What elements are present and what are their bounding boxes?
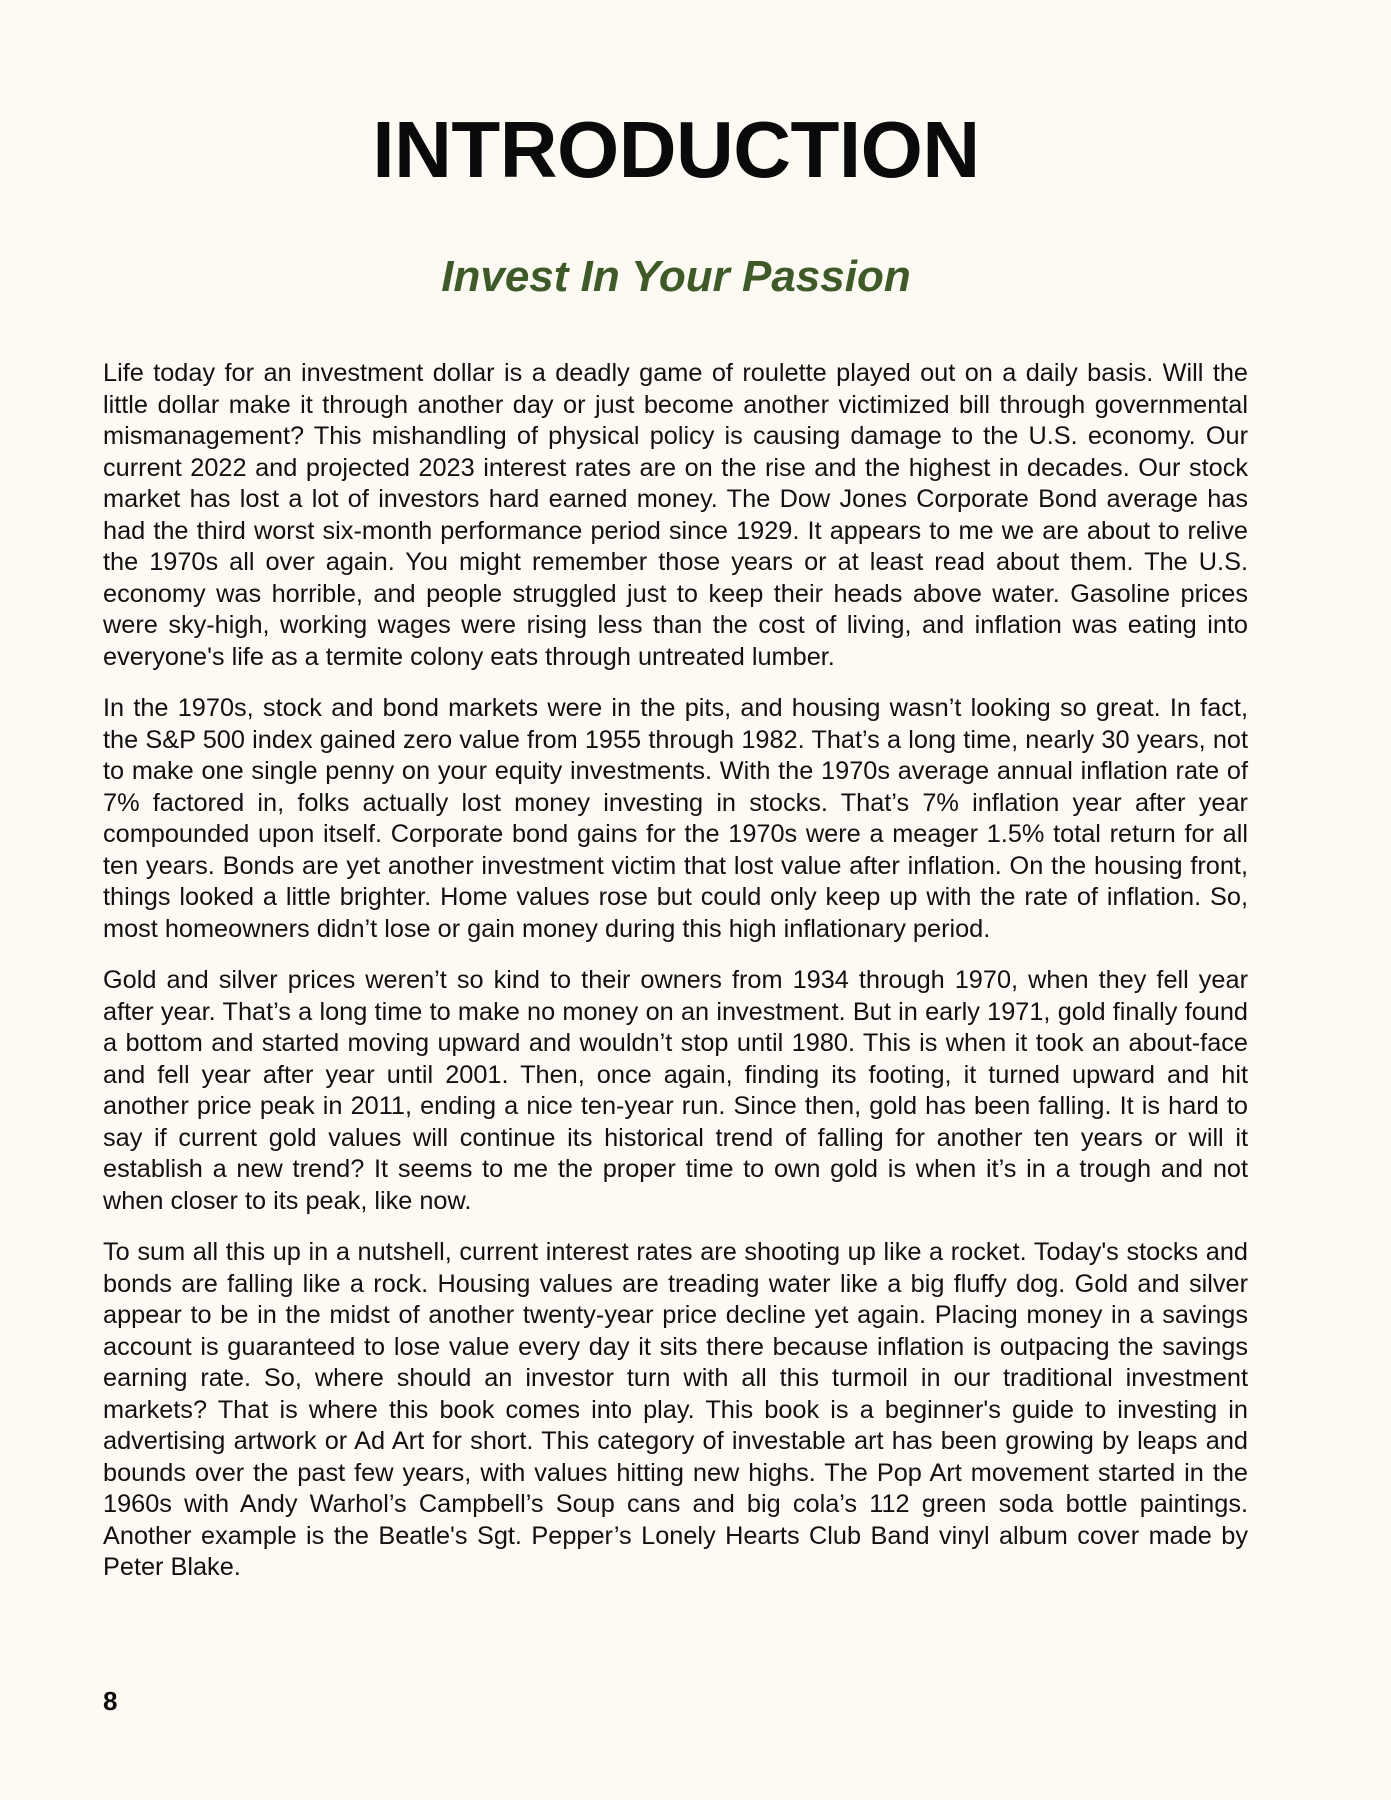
page-subtitle: Invest In Your Passion — [441, 252, 911, 301]
page-title: INTRODUCTION — [372, 105, 980, 194]
page-number: 8 — [103, 1686, 118, 1716]
body-text — [103, 358, 1248, 1604]
paragraph-4: To sum all this up in a nutshell, current interest rates are shooting up like a rocket. Today's stocks and bonds are falling like a rock. Housing values are treading water like a big fluffy dog. Gold and silver appear to be in the midst of another twenty-year price decline yet again. Placing money in a savings account is guaranteed to lose value every day it sits there because inflation is outpacing the savings earning rate. So, where should an investor turn with all this turmoil in our traditional investment markets? That is where this book comes into play. This book is a beginner's guide to investing in advertising artwork or Ad Art for short. This category of investable art has been growing by leaps and bounds over the past few years, with values hitting new highs. The Pop Art movement started in the 1960s with Andy Warhol’s Campbell’s Soup cans and big cola’s 112 green soda bottle paintings. Another example is the Beatle's Sgt. Pepper’s Lonely Hearts Club Band vinyl album cover made by Peter Blake. — [103, 1238, 1248, 1581]
paragraph-2: In the 1970s, stock and bond markets were in the pits, and housing wasn’t looking so great. In fact, the S&P 500 index gained zero value from 1955 through 1982. That’s a long time, nearly 30 years, not to make one single penny on your equity investments. With the 1970s average annual inflation rate of 7% factored in, folks actually lost money investing in stocks. That’s 7% inflation year after year compounded upon itself. Corporate bond gains for the 1970s were a meager 1.5% total return for all ten years. Bonds are yet another investment victim that lost value after inflation. On the housing front, things looked a little brighter. Home values rose but could only keep up with the rate of inflation. So, most homeowners didn’t lose or gain money during this high inflationary period. — [103, 694, 1248, 943]
paragraph-1: Life today for an investment dollar is a deadly game of roulette played out on a daily basis. Will the little dollar make it through another day or just become another victimized bill through governmental mismanagement? This mishandling of physical policy is causing damage to the U.S. economy. Our current 2022 and projected 2023 interest rates are on the rise and the highest in decades. Our stock market has lost a lot of investors hard earned money. The Dow Jones Corporate Bond average has had the third worst six-month performance period since 1929. It appears to me we are about to relive the 1970s all over again. You might remember those years or at least read about them. The U.S. economy was horrible, and people struggled just to keep their heads above water. Gasoline prices were sky-high, working wages were rising less than the cost of living, and inflation was eating into everyone's life as a termite colony eats through untreated lumber. — [103, 359, 1248, 671]
paragraph-3: Gold and silver prices weren’t so kind to their owners from 1934 through 1970, when they fell year after year. That’s a long time to make no money on an investment. But in early 1971, gold finally found a bottom and started moving upward and wouldn’t stop until 1980. This is when it took an about-face and fell year after year until 2001. Then, once again, finding its footing, it turned upward and hit another price peak in 2011, ending a nice ten-year run. Since then, gold has been falling. It is hard to say if current gold values will continue its historical trend of falling for another ten years or will it establish a new trend? It seems to me the proper time to own gold is when it’s in a trough and not when closer to its peak, like now. — [103, 966, 1248, 1215]
